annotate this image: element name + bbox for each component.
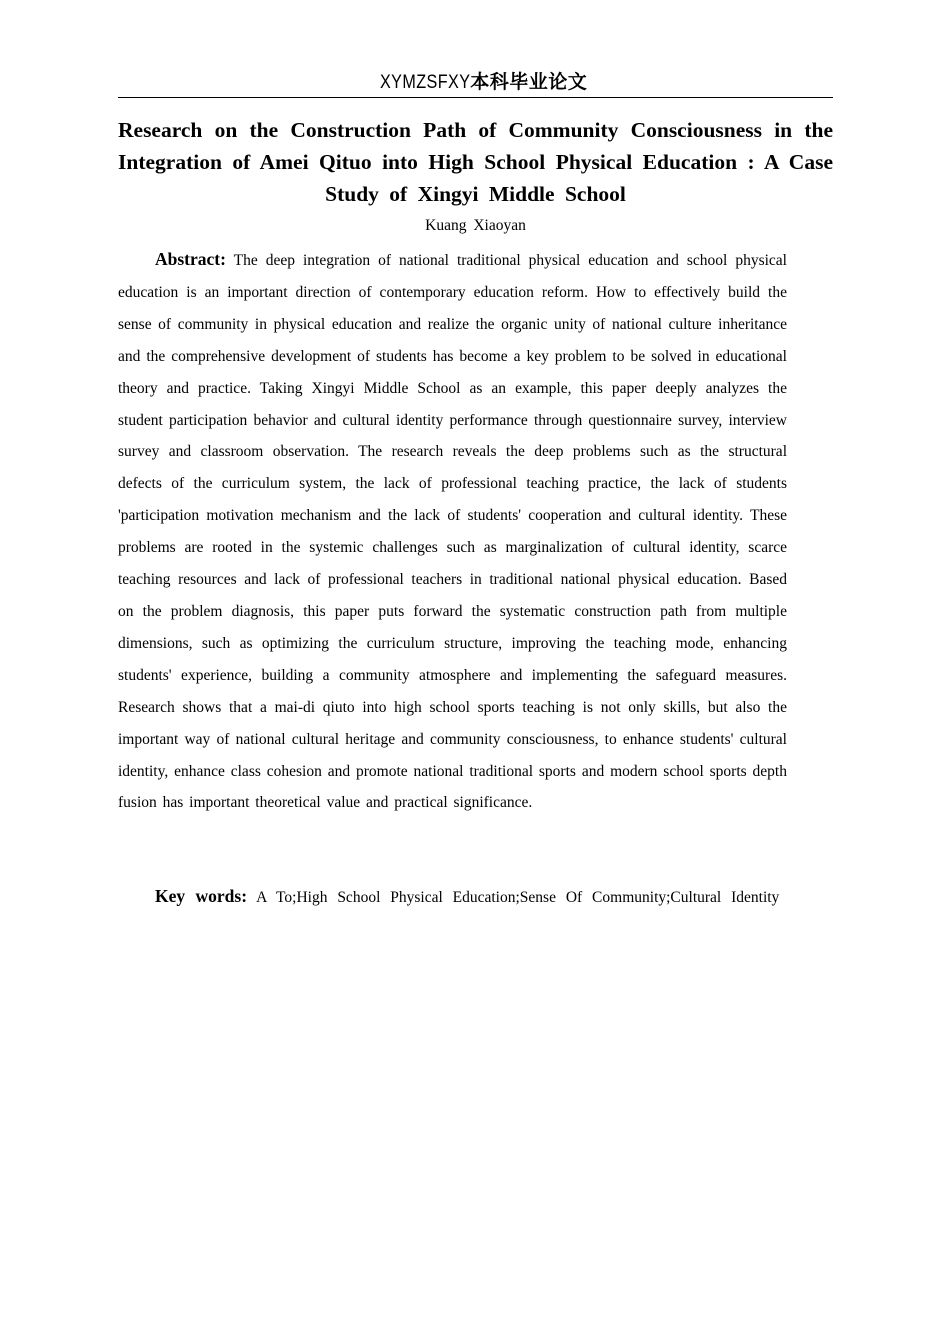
- author-name: Kuang Xiaoyan: [425, 217, 526, 234]
- keywords: [118, 881, 787, 914]
- header-thesis-type: 本科毕业论文: [470, 71, 588, 93]
- header-school-code: XYMZSFXY: [379, 72, 471, 93]
- keywords-text: A To;High School Physical Education;Sense Of Community;Cultural Identity: [256, 889, 780, 906]
- abstract-text: The deep integration of national traditional physical education and school physical education is an important direction of contemporary education reform. How to effectively build the sense of community in physical education and realize the organic unity of national culture inheritance and the comprehensive development of students has become a key problem to be solved in educational theory and practice. Taking Xingyi Middle School as an example, this paper deeply analyzes the student participation behavior and cultural identity performance through questionnaire survey, interview survey and classroom observation. The research reveals the deep problems such as the structural defects of the curriculum system, the lack of professional teaching practice, the lack of students 'participation motivation mechanism and the lack of students' cooperation and cultural identity. These problems are rooted in the systemic challenges such as marginalization of cultural identity, scarce teaching resources and lack of professional teachers in traditional national physical education. Based on the problem diagnosis, this paper puts forward the systematic construction path from multiple dimensions, such as optimizing the curriculum structure, improving the teaching mode, enhancing students' experience, building a community atmosphere and implementing the safeguard measures. Research shows that a mai-di qiuto into high school sports teaching is not only skills, but also the important way of national cultural heritage and community consciousness, to enhance students' cultural identity, enhance class cohesion and promote national traditional sports and modern school sports depth fusion has important theoretical value and practical significance.: [118, 252, 787, 812]
- abstract: [118, 244, 787, 819]
- paper-title: Research on the Construction Path of Community Consciousness in the Integration of Amei Qituo into High School Physical Education : A Case Study of Xingyi Middle School: [118, 118, 833, 206]
- keywords-label: Key words:: [155, 886, 248, 906]
- abstract-label: Abstract:: [155, 249, 226, 269]
- page-header: [118, 70, 833, 98]
